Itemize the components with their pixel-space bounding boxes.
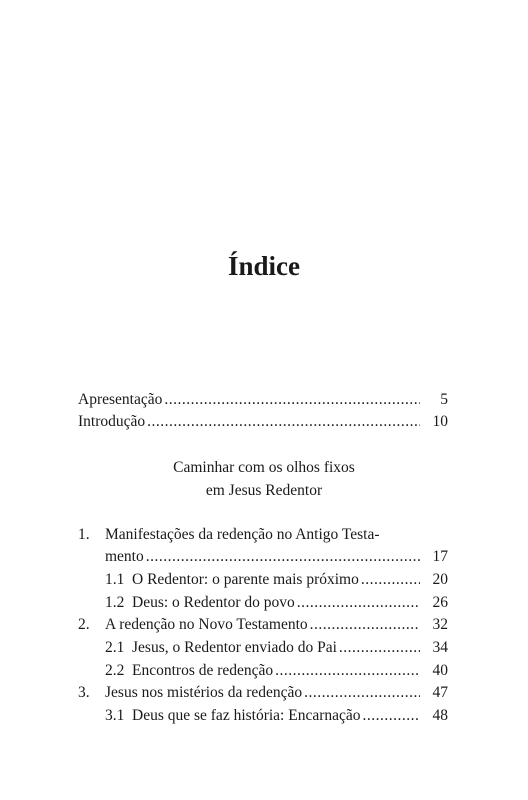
toc-entry-label: Deus: o Redentor do povo xyxy=(132,594,295,611)
toc-entry-apresentacao[interactable] xyxy=(78,389,448,411)
toc-entry-label: mento xyxy=(105,548,144,565)
dot-leader xyxy=(164,389,420,411)
toc-subentry-1-2[interactable] xyxy=(78,592,448,614)
toc-page-number: 5 xyxy=(440,391,448,408)
toc-chapter-3[interactable] xyxy=(78,682,448,704)
toc-subentry-number: 1.1 xyxy=(105,571,125,588)
toc-page-number: 10 xyxy=(432,413,448,430)
dot-leader xyxy=(339,637,420,659)
dot-leader xyxy=(310,614,420,636)
toc-subentry-2-1[interactable] xyxy=(78,637,448,659)
toc-subentry-number: 1.2 xyxy=(105,594,125,611)
toc-chapter-number: 2. xyxy=(78,616,90,633)
toc-page-number: 17 xyxy=(432,548,448,565)
toc-page-number: 48 xyxy=(432,707,448,724)
toc-entry-label: O Redentor: o parente mais próximo xyxy=(132,571,359,588)
toc-subentry-number: 2.2 xyxy=(105,662,125,679)
toc-chapter-2[interactable] xyxy=(78,614,448,636)
dot-leader xyxy=(146,546,420,568)
toc-entry-label: Manifestações da redenção no Antigo Testa- xyxy=(105,526,380,543)
toc-subentry-2-2[interactable] xyxy=(78,660,448,682)
toc-entry-label: Jesus, o Redentor enviado do Pai xyxy=(132,639,337,656)
toc-subentry-1-1[interactable] xyxy=(78,569,448,591)
toc-entry-label: Introdução xyxy=(78,413,146,430)
toc-entry-introducao[interactable] xyxy=(78,411,448,433)
toc-entry-label: Encontros de redenção xyxy=(132,662,274,679)
toc-entry-label: Apresentação xyxy=(78,391,163,408)
toc-chapter-number: 3. xyxy=(78,684,90,701)
toc-chapter-1[interactable] xyxy=(78,524,448,546)
dot-leader xyxy=(297,592,420,614)
toc-entry-label: Deus que se faz história: Encarnação xyxy=(132,707,361,724)
toc-chapter-number: 1. xyxy=(78,526,90,543)
dot-leader xyxy=(147,411,420,433)
toc-page-number: 40 xyxy=(432,662,448,679)
section-heading xyxy=(0,456,528,502)
toc-page-number: 47 xyxy=(432,684,448,701)
page-title: Índice xyxy=(227,251,300,281)
toc-page-number: 34 xyxy=(432,639,448,656)
dot-leader xyxy=(275,660,420,682)
section-heading-line2: em Jesus Redentor xyxy=(205,482,323,499)
toc-subentry-3-1[interactable] xyxy=(78,705,448,727)
dot-leader xyxy=(363,705,420,727)
toc-page-number: 20 xyxy=(432,571,448,588)
toc-chapter-1-cont[interactable] xyxy=(78,546,448,568)
toc-entry-label: Jesus nos mistérios da redenção xyxy=(105,684,303,701)
toc-subentry-number: 2.1 xyxy=(105,639,125,656)
toc-entry-label: A redenção no Novo Testamento xyxy=(105,616,308,633)
dot-leader xyxy=(304,682,420,704)
toc-page-number: 32 xyxy=(432,616,448,633)
toc-page-number: 26 xyxy=(432,594,448,611)
toc-subentry-number: 3.1 xyxy=(105,707,125,724)
dot-leader xyxy=(361,569,420,591)
section-heading-line1: Caminhar com os olhos fixos xyxy=(173,459,355,476)
